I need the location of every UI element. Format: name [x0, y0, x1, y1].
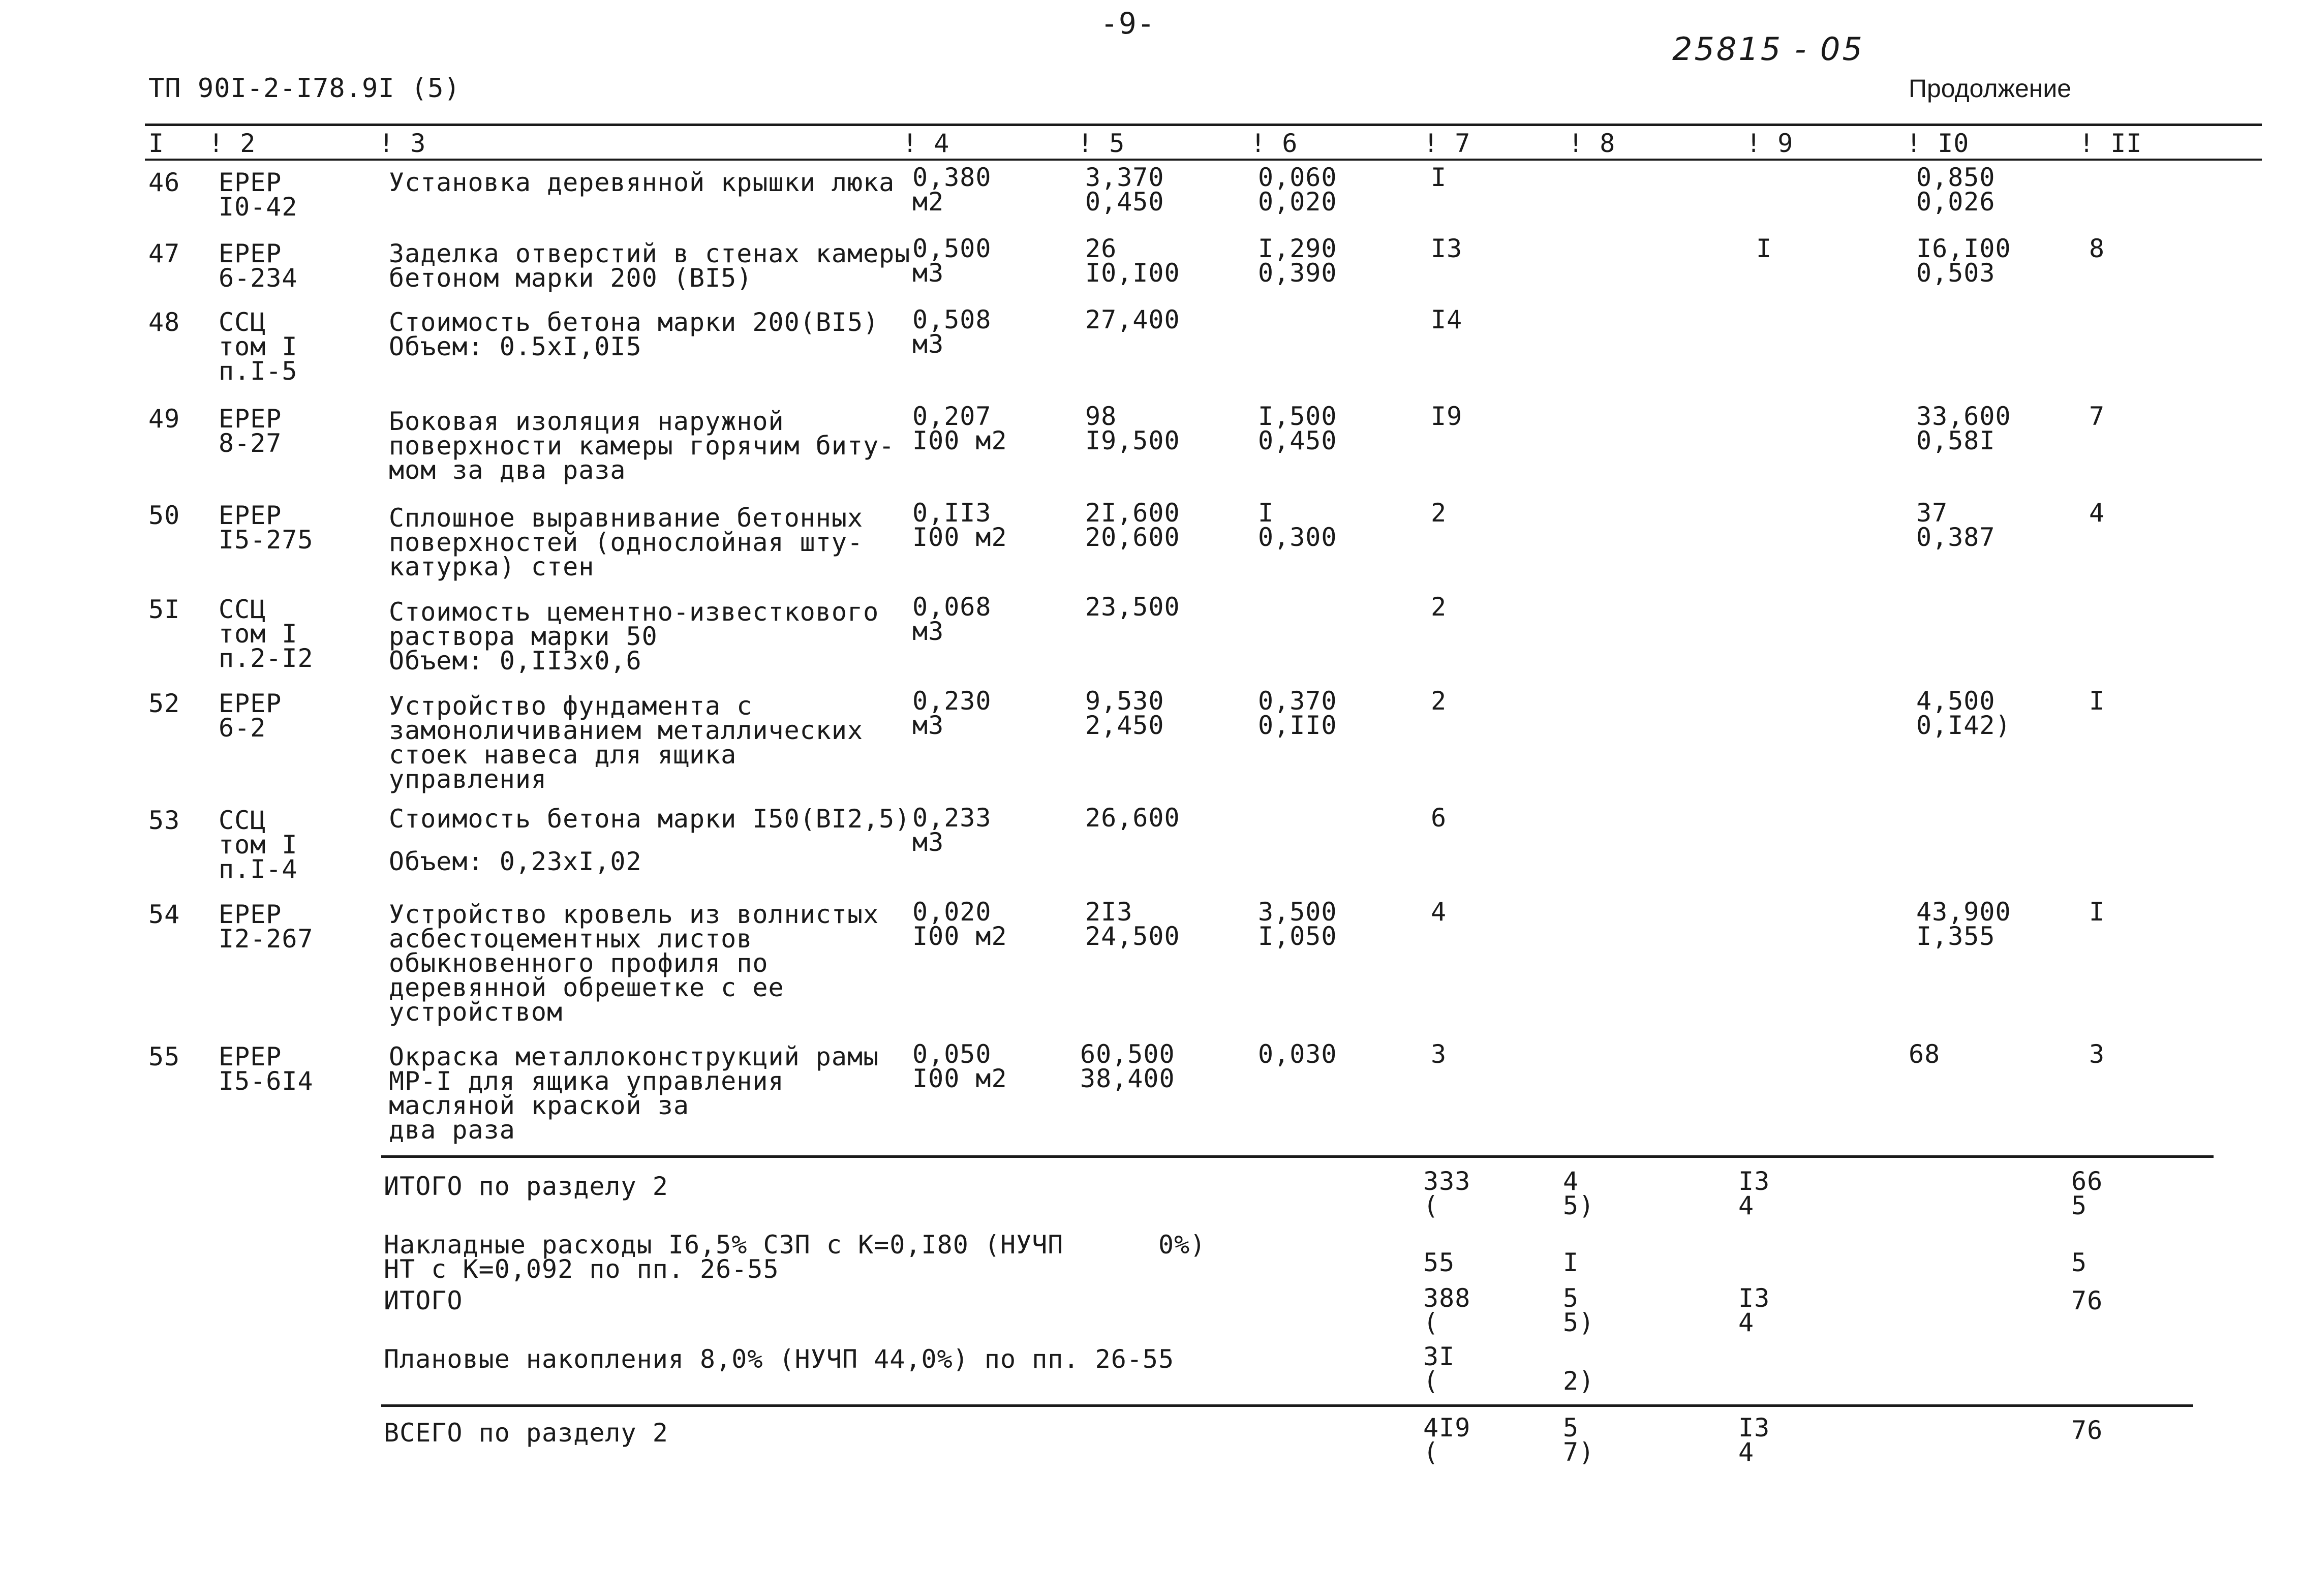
rate-code: ЕРЕР I5-275	[219, 501, 314, 555]
col-8-value: I	[1563, 1248, 1579, 1277]
col-10-value: I6,I00 0,503	[1916, 234, 2011, 288]
col-11-value: 3	[2089, 1039, 2105, 1069]
rate-code: ССЦ том I п.2-I2	[219, 595, 314, 673]
row-number: 52	[148, 689, 180, 718]
rate-code: ЕРЕР 6-2	[219, 689, 282, 743]
column-header-cell: ! 7	[1423, 129, 1471, 158]
archive-stamp-number: 25815 - 05	[1672, 30, 1864, 68]
col-8-value: 2)	[1563, 1366, 1595, 1396]
col-5-value: 23,500	[1085, 592, 1180, 622]
col-7-value: 55	[1423, 1248, 1455, 1277]
work-description: Окраска металлоконструкций рамы МР-I для ящика управления масляной краской за два раза	[389, 1042, 879, 1145]
col-6-value: 0,030	[1258, 1039, 1337, 1069]
col-7-value: 4I9 (	[1423, 1413, 1471, 1467]
col-8-value: 4 5)	[1563, 1167, 1595, 1220]
col-9-value: I3 4	[1738, 1413, 1770, 1467]
summary-rule	[381, 1155, 2214, 1158]
col-7-value: 6	[1431, 803, 1447, 833]
document-code: ТП 90I-2-I78.9I (5)	[148, 73, 461, 104]
col-9-value: I3 4	[1738, 1283, 1770, 1337]
quantity: 0,230 м3	[912, 686, 992, 740]
col-5-value: 26 I0,I00	[1085, 234, 1180, 288]
rate-code: ЕРЕР I0-42	[219, 168, 298, 222]
col-8-value: 5 7)	[1563, 1413, 1595, 1467]
quantity: 0,068 м3	[912, 592, 992, 646]
col-5-value: 60,500 38,400	[1080, 1039, 1175, 1093]
work-description: Стоимость бетона марки I50(BI2,5) Объем: 0,23хI,02	[389, 804, 911, 876]
col-9-value: I3 4	[1738, 1167, 1770, 1220]
continuation-label: Продолжение	[1909, 74, 2072, 103]
col-6-value: 0,370 0,II0	[1258, 686, 1337, 740]
work-description: Сплошное выравнивание бетонных поверхностей (однослойная шту- катурка) стен	[389, 503, 864, 581]
col-11-value: I	[2089, 686, 2105, 716]
work-description: Устройство кровель из волнистых асбестоцементных листов обыкновенного профиля по деревянной обрешетке с ее устройством	[389, 900, 879, 1027]
col-6-value: 0,060 0,020	[1258, 163, 1337, 217]
col-5-value: 98 I9,500	[1085, 402, 1180, 455]
row-number: 47	[148, 239, 180, 268]
work-description: Стоимость цементно-известкового раствора марки 50 Объем: 0,II3х0,6	[389, 597, 879, 676]
row-number: 50	[148, 501, 180, 530]
col-11-value: 4	[2089, 498, 2105, 528]
page-number: -9-	[1100, 6, 1155, 41]
work-description: Устройство фундамента с замоноличиванием металлических стоек навеса для ящика управления	[389, 691, 864, 794]
row-number: 46	[148, 168, 180, 197]
col-10-value: 43,900 I,355	[1916, 897, 2011, 951]
col-6-value: I 0,300	[1258, 498, 1337, 552]
col-7-value: 388 (	[1423, 1283, 1471, 1337]
col-7-value: 3I (	[1423, 1342, 1455, 1396]
quantity: 0,II3 I00 м2	[912, 498, 1007, 552]
quantity: 0,233 м3	[912, 803, 992, 857]
quantity: 0,380 м2	[912, 163, 992, 217]
column-header-cell: ! 3	[379, 129, 426, 158]
quantity: 0,207 I00 м2	[912, 402, 1007, 455]
rate-code: ЕРЕР I5-6I4	[219, 1042, 314, 1096]
column-header-cell: ! II	[2079, 129, 2142, 158]
col-11-value: 76	[2071, 1416, 2103, 1445]
col-7-value: I4	[1431, 305, 1463, 334]
col-7-value: 2	[1431, 592, 1447, 622]
row-number: 53	[148, 806, 180, 835]
col-11-value: 5	[2071, 1248, 2088, 1277]
summary-label: Накладные расходы I6,5% СЗП с К=0,I80 (НУЧП 0%) НТ с К=0,092 по пп. 26-55	[384, 1230, 1206, 1284]
column-header-cell: ! 8	[1568, 129, 1616, 158]
summary-rule	[381, 1404, 2193, 1407]
col-8-value: 5 5)	[1563, 1283, 1595, 1337]
header-bottom-rule	[145, 159, 2262, 161]
col-5-value: 27,400	[1085, 305, 1180, 334]
row-number: 49	[148, 404, 180, 434]
work-description: Заделка отверстий в стенах камеры бетоном марки 200 (BI5)	[389, 239, 911, 293]
column-header-cell: ! 5	[1078, 129, 1125, 158]
column-header-cell: ! 2	[208, 129, 256, 158]
col-10-value: 33,600 0,58I	[1916, 402, 2011, 455]
col-9-value: I	[1756, 234, 1772, 263]
col-11-value: 76	[2071, 1286, 2103, 1315]
rate-code: ЕРЕР I2-267	[219, 900, 314, 954]
col-5-value: 3,370 0,450	[1085, 163, 1164, 217]
rate-code: ЕРЕР 6-234	[219, 239, 298, 293]
column-header-cell: ! 6	[1250, 129, 1298, 158]
rate-code: ССЦ том I п.I-5	[219, 308, 298, 386]
col-10-value: 0,850 0,026	[1916, 163, 1996, 217]
column-header-cell: ! 4	[902, 129, 950, 158]
col-11-value: 66 5	[2071, 1167, 2103, 1220]
column-header-cell: ! I0	[1906, 129, 1970, 158]
col-10-value: 68	[1909, 1039, 1941, 1069]
row-number: 55	[148, 1042, 180, 1071]
col-11-value: 7	[2089, 402, 2105, 431]
summary-label: ИТОГО	[384, 1286, 463, 1315]
work-description: Стоимость бетона марки 200(BI5) Объем: 0.5хI,0I5	[389, 308, 879, 361]
col-7-value: I3	[1431, 234, 1463, 263]
col-6-value: I,500 0,450	[1258, 402, 1337, 455]
quantity: 0,508 м3	[912, 305, 992, 359]
col-6-value: I,290 0,390	[1258, 234, 1337, 288]
col-7-value: I9	[1431, 402, 1463, 431]
col-7-value: 2	[1431, 498, 1447, 528]
quantity: 0,020 I00 м2	[912, 897, 1007, 951]
row-number: 48	[148, 308, 180, 337]
col-7-value: I	[1431, 163, 1447, 192]
col-6-value: 3,500 I,050	[1258, 897, 1337, 951]
summary-label: ВСЕГО по разделу 2	[384, 1418, 668, 1448]
row-number: 54	[148, 900, 180, 929]
quantity: 0,050 I00 м2	[912, 1039, 1007, 1093]
col-7-value: 3	[1431, 1039, 1447, 1069]
col-11-value: I	[2089, 897, 2105, 927]
quantity: 0,500 м3	[912, 234, 992, 288]
col-7-value: 2	[1431, 686, 1447, 716]
col-5-value: 2I3 24,500	[1085, 897, 1180, 951]
work-description: Установка деревянной крышки люка	[389, 168, 895, 197]
header-top-rule	[145, 124, 2262, 126]
work-description: Боковая изоляция наружной поверхности камеры горячим биту- мом за два раза	[389, 407, 895, 485]
col-5-value: 26,600	[1085, 803, 1180, 833]
col-10-value: 37 0,387	[1916, 498, 1996, 552]
summary-label: Плановые накопления 8,0% (НУЧП 44,0%) по пп. 26-55	[384, 1344, 1175, 1374]
summary-label: ИТОГО по разделу 2	[384, 1172, 668, 1201]
col-10-value: 4,500 0,I42)	[1916, 686, 2011, 740]
col-5-value: 2I,600 20,600	[1085, 498, 1180, 552]
rate-code: ЕРЕР 8-27	[219, 404, 282, 458]
col-7-value: 333 (	[1423, 1167, 1471, 1220]
row-number: 5I	[148, 595, 180, 624]
col-5-value: 9,530 2,450	[1085, 686, 1164, 740]
col-11-value: 8	[2089, 234, 2105, 263]
col-7-value: 4	[1431, 897, 1447, 927]
rate-code: ССЦ том I п.I-4	[219, 806, 298, 884]
column-header-cell: I	[148, 129, 165, 158]
column-header-cell: ! 9	[1746, 129, 1794, 158]
